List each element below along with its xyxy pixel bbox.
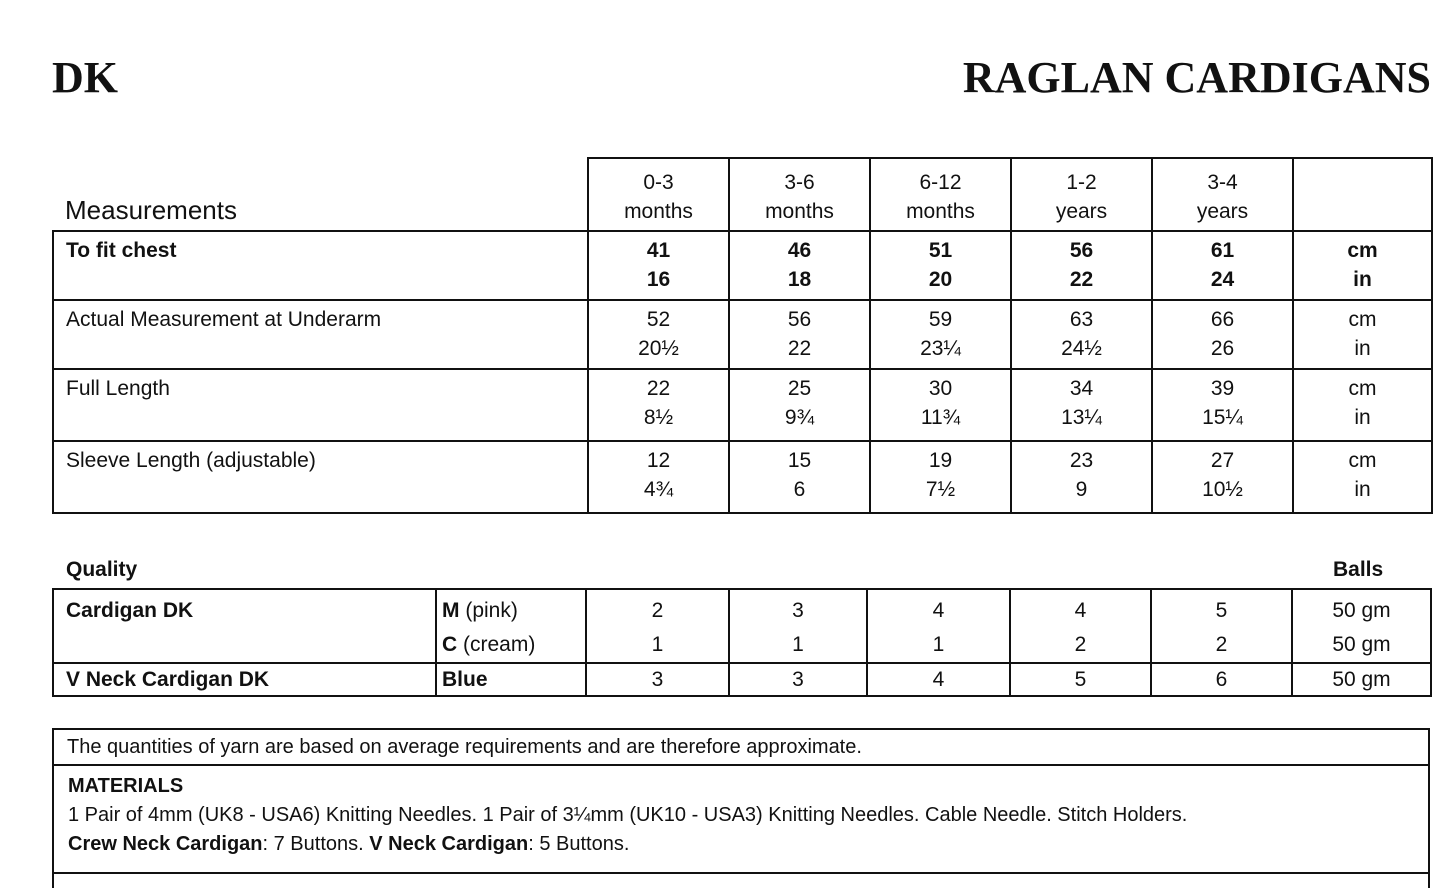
size-header: 3-4 years [1152, 158, 1293, 231]
table-cell: 12 4¾ [588, 441, 729, 513]
measurements-table [52, 157, 1433, 514]
table-cell: 61 24 [1152, 231, 1293, 300]
unit-cell: cm in [1293, 369, 1432, 441]
table-row [53, 231, 1432, 300]
table-cell: 6 [1151, 663, 1292, 696]
table-cell: 3 [729, 663, 867, 696]
table-cell: 3 [586, 663, 729, 696]
table-row [53, 300, 1432, 369]
table-cell: 41 16 [588, 231, 729, 300]
table-cell: 59 23¼ [870, 300, 1011, 369]
unit-cell: 50 gm [1292, 663, 1431, 696]
table-cell: 23 9 [1011, 441, 1152, 513]
table-cell: 63 24½ [1011, 300, 1152, 369]
table-cell: 56 22 [1011, 231, 1152, 300]
table-row [53, 589, 1431, 663]
table-cell: 4 2 [1010, 589, 1151, 663]
row-label: To fit chest [53, 231, 588, 300]
size-header: 3-6 months [729, 158, 870, 231]
table-cell: 51 20 [870, 231, 1011, 300]
colour-cell: M (pink) C (cream) [436, 589, 586, 663]
table-cell: 3 1 [729, 589, 867, 663]
materials-needles: 1 Pair of 4mm (UK8 - USA6) Knitting Needles. 1 Pair of 3¼mm (UK10 - USA3) Knitting Needles. Cable Needle. Stitch Holders. [68, 804, 1188, 826]
notes-box [52, 728, 1430, 888]
table-row [53, 663, 1431, 696]
materials-section [54, 766, 1428, 874]
page-title: RAGLAN CARDIGANS [962, 53, 1431, 102]
yarn-item-name: V Neck Cardigan DK [53, 663, 436, 696]
table-cell: 19 7½ [870, 441, 1011, 513]
yarn-approx-note: The quantities of yarn are based on average requirements and are therefore approximate. [54, 730, 1428, 766]
table-cell: 5 [1010, 663, 1151, 696]
table-cell: 39 15¼ [1152, 369, 1293, 441]
unit-cell: 50 gm 50 gm [1292, 589, 1431, 663]
table-cell: 15 6 [729, 441, 870, 513]
table-cell: 66 26 [1152, 300, 1293, 369]
quality-label: Quality [66, 558, 138, 581]
unit-header [1293, 158, 1432, 231]
table-cell: 34 13¼ [1011, 369, 1152, 441]
table-cell: 2 1 [586, 589, 729, 663]
table-cell: 46 18 [729, 231, 870, 300]
unit-cell: cm in [1293, 441, 1432, 513]
materials-title: MATERIALS [68, 775, 184, 797]
yarn-item-name: Cardigan DK [53, 589, 436, 663]
size-header-row [53, 158, 1432, 231]
row-label: Sleeve Length (adjustable) [53, 441, 588, 513]
table-cell: 27 10½ [1152, 441, 1293, 513]
table-row [53, 369, 1432, 441]
row-label: Actual Measurement at Underarm [53, 300, 588, 369]
size-header: 0-3 months [588, 158, 729, 231]
table-cell: 4 [867, 663, 1010, 696]
table-cell: 4 1 [867, 589, 1010, 663]
row-label: Full Length [53, 369, 588, 441]
unit-cell: cm in [1293, 300, 1432, 369]
size-header: 6-12 months [870, 158, 1011, 231]
unit-cell: cm in [1293, 231, 1432, 300]
table-cell: 56 22 [729, 300, 870, 369]
measurements-title: Measurements [53, 158, 588, 231]
materials-buttons: Crew Neck Cardigan: 7 Buttons. V Neck Cardigan: 5 Buttons. [68, 833, 630, 855]
table-cell: 30 11¾ [870, 369, 1011, 441]
table-cell: 52 20½ [588, 300, 729, 369]
table-row [53, 441, 1432, 513]
header-yarn-weight: DK [52, 53, 118, 102]
table-cell: 22 8½ [588, 369, 729, 441]
size-header: 1-2 years [1011, 158, 1152, 231]
table-cell: 5 2 [1151, 589, 1292, 663]
table-cell: 25 9¾ [729, 369, 870, 441]
colour-cell: Blue [436, 663, 586, 696]
quality-table [52, 588, 1432, 697]
balls-label: Balls [1333, 558, 1384, 581]
